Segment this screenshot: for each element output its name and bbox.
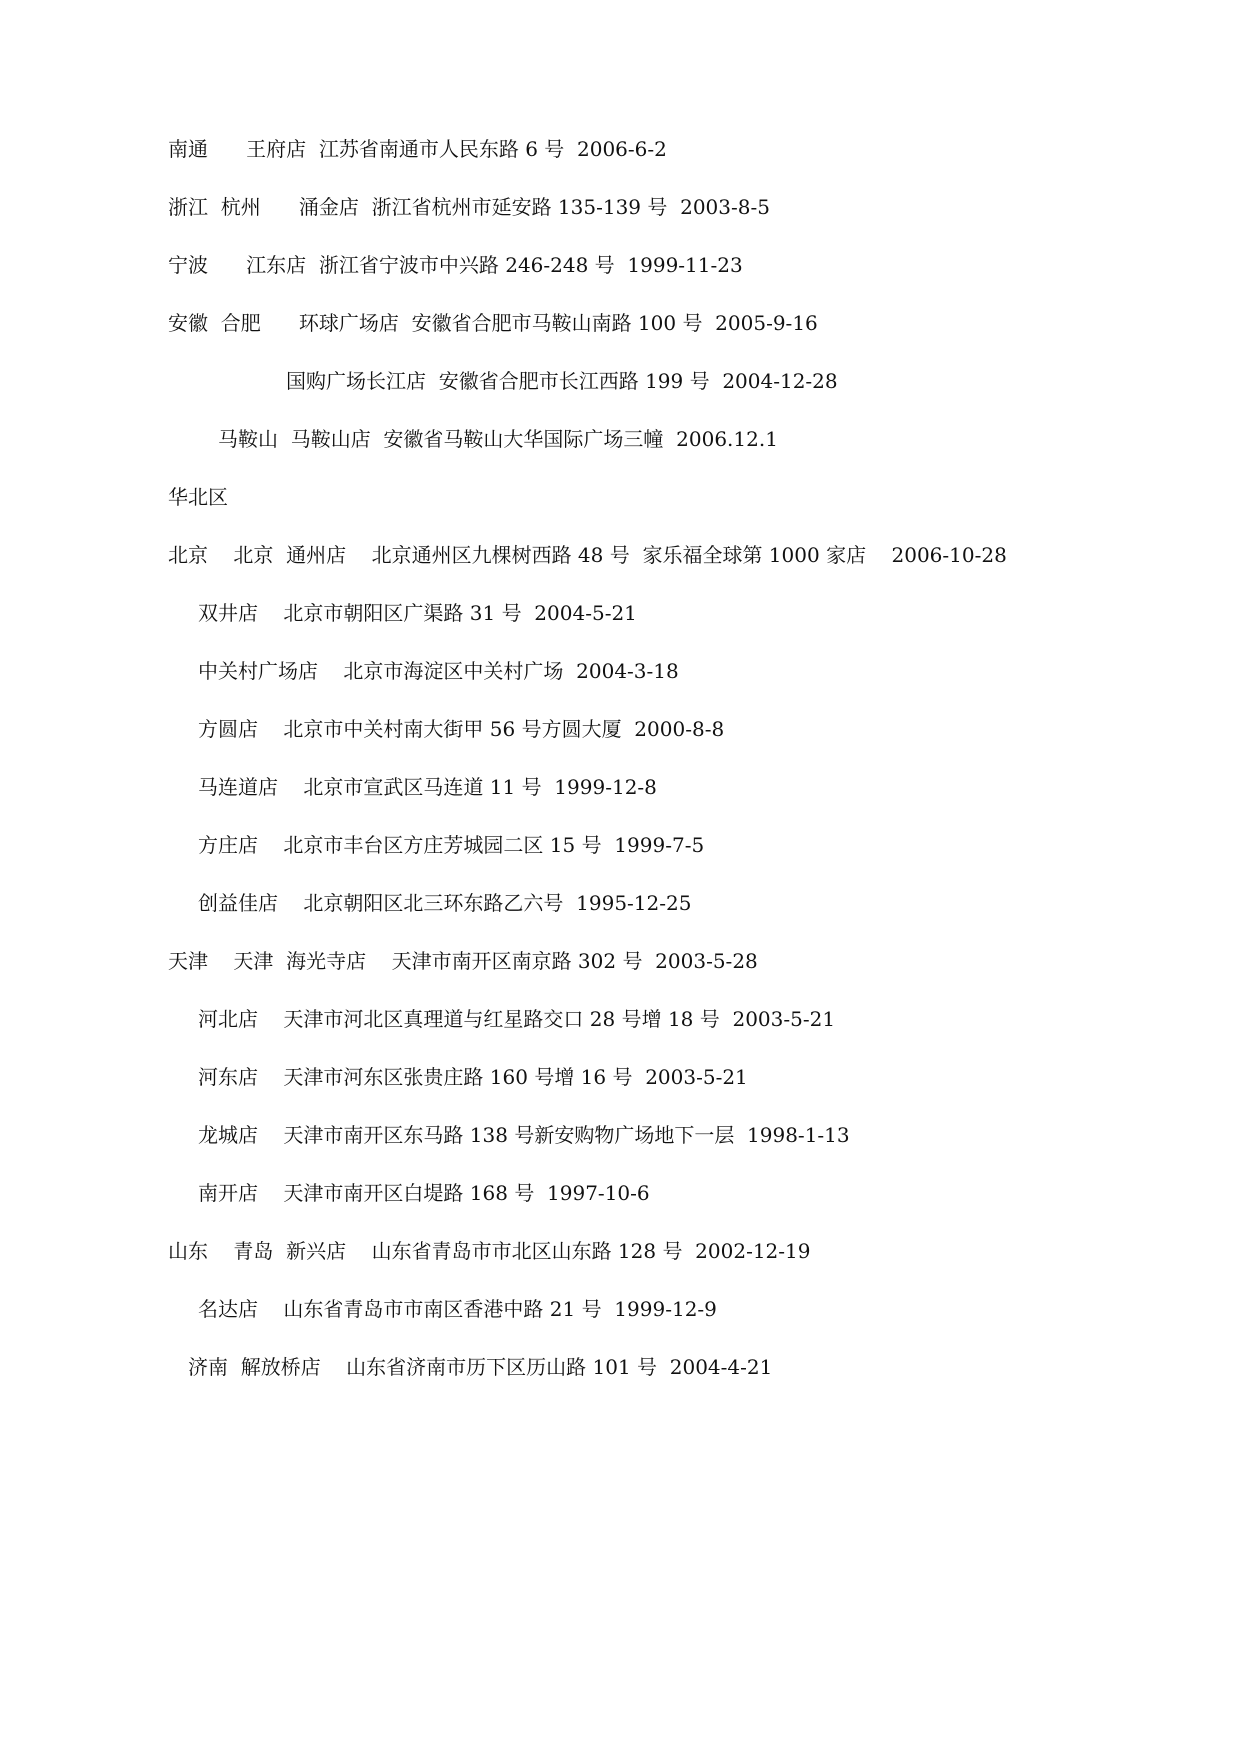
line-text: 济南 解放桥店 山东省济南市历下区历山路 101 号 2004-4-21 xyxy=(188,1355,773,1379)
store-line-hebei xyxy=(198,1007,835,1031)
line-text: 马连道店 北京市宣武区马连道 11 号 1999-12-8 xyxy=(198,775,657,799)
line-text: 华北区 xyxy=(168,485,228,509)
store-line-qingdao-xinxing xyxy=(168,1239,811,1263)
store-line-shuangjing xyxy=(198,601,637,625)
store-line-jinan-jiefangqiao xyxy=(188,1355,772,1379)
store-line-beijing-tongzhou xyxy=(168,543,1007,567)
line-text: 宁波 江东店 浙江省宁波市中兴路 246-248 号 1999-11-23 xyxy=(168,253,743,277)
line-text: 北京 北京 通州店 北京通州区九棵树西路 48 号 家乐福全球第 1000 家店 2006-10-28 xyxy=(168,543,1007,567)
store-line-ningbo xyxy=(168,253,743,277)
line-text: 南通 王府店 江苏省南通市人民东路 6 号 2006-6-2 xyxy=(168,137,667,161)
line-text: 天津 天津 海光寺店 天津市南开区南京路 302 号 2003-5-28 xyxy=(168,949,758,973)
line-text: 南开店 天津市南开区白堤路 168 号 1997-10-6 xyxy=(198,1181,650,1205)
store-line-hangzhou xyxy=(168,195,770,219)
line-text: 方圆店 北京市中关村南大街甲 56 号方圆大厦 2000-8-8 xyxy=(198,717,725,741)
store-line-hedong xyxy=(198,1065,748,1089)
line-text: 国购广场长江店 安徽省合肥市长江西路 199 号 2004-12-28 xyxy=(286,369,838,393)
store-line-nantong xyxy=(168,137,667,161)
store-line-hefei-huanqiu xyxy=(168,311,818,335)
store-line-maliandao xyxy=(198,775,657,799)
store-line-maanshan xyxy=(218,427,778,451)
store-line-tianjin-haiguangsi xyxy=(168,949,758,973)
line-text: 双井店 北京市朝阳区广渠路 31 号 2004-5-21 xyxy=(198,601,637,625)
line-text: 山东 青岛 新兴店 山东省青岛市市北区山东路 128 号 2002-12-19 xyxy=(168,1239,811,1263)
store-line-chuangyijia xyxy=(198,891,691,915)
store-line-longcheng xyxy=(198,1123,850,1147)
store-line-mingda xyxy=(198,1297,717,1321)
line-text: 方庄店 北京市丰台区方庄芳城园二区 15 号 1999-7-5 xyxy=(198,833,705,857)
line-text: 龙城店 天津市南开区东马路 138 号新安购物广场地下一层 1998-1-13 xyxy=(198,1123,850,1147)
line-text: 名达店 山东省青岛市市南区香港中路 21 号 1999-12-9 xyxy=(198,1297,717,1321)
store-line-fangyuan xyxy=(198,717,724,741)
store-line-nankai xyxy=(198,1181,650,1205)
line-text: 创益佳店 北京朝阳区北三环东路乙六号 1995-12-25 xyxy=(198,891,692,915)
region-heading-huabei xyxy=(168,485,228,509)
line-text: 河北店 天津市河北区真理道与红星路交口 28 号增 18 号 2003-5-21 xyxy=(198,1007,836,1031)
line-text: 浙江 杭州 涌金店 浙江省杭州市延安路 135-139 号 2003-8-5 xyxy=(168,195,770,219)
line-text: 马鞍山 马鞍山店 安徽省马鞍山大华国际广场三幢 2006.12.1 xyxy=(218,427,778,451)
line-text: 中关村广场店 北京市海淀区中关村广场 2004-3-18 xyxy=(198,659,679,683)
line-text: 河东店 天津市河东区张贵庄路 160 号增 16 号 2003-5-21 xyxy=(198,1065,748,1089)
line-text: 安徽 合肥 环球广场店 安徽省合肥市马鞍山南路 100 号 2005-9-16 xyxy=(168,311,818,335)
store-line-fangzhuang xyxy=(198,833,704,857)
store-line-zhongguancun xyxy=(198,659,679,683)
store-line-hefei-guogou xyxy=(286,369,838,393)
